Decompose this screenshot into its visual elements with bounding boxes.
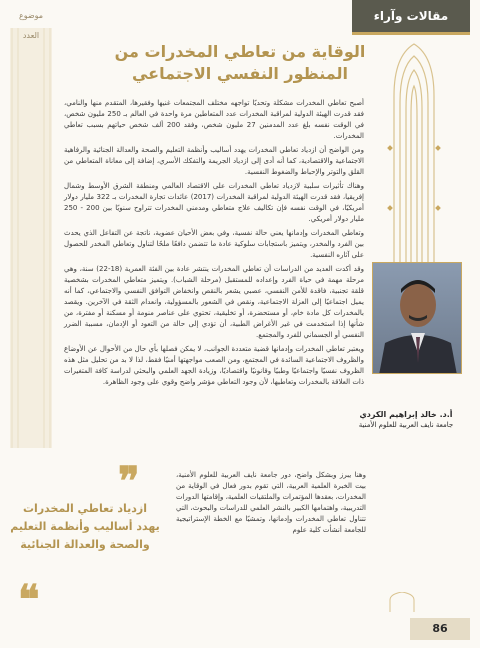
article-title-line2: المنظور النفسي الاجتماعي	[131, 64, 349, 83]
pullquote: ازدياد تعاطي المخدرات يهدد أساليب وأنظمة التعليم والصحة والعدالة الجنائية	[10, 502, 160, 551]
author-photo	[372, 262, 462, 374]
body-paragraph: وقد أكدت العديد من الدراسات أن تعاطي المخدرات ينتشر عادة بين الفئة العمرية (18-22) سنة، وهي مرحلة مهمة في حياة الفرد وإعداده للمستقبل (مرحلة الشباب). ويتميز متعاطي المخدرات بشخصية قلقة تجنبية، فاقدة للأمن النفسي، عصبي يشعر بالنقص وانخفاض التوافق النفسي والاجتماعي، كما أنه يميل اجتماعيًا إلى العزلة الاجتماعية، ونقص في الشعور بالمسؤولية، وانعدام الثقة في الآخرين. ويقصد بالمخدرات كل مادة خام، أو مستحضرة، أو تخليقية، تحتوي على عناصر منومة أو مسكنة أو مفترة، من شأنها إذا استخدمت في غير الأغراض الطبية، أن تؤدي إلى حالة من التعود أو الإدمان، مسببة الضرر النفسي أو الجسماني للفرد والمجتمع.	[64, 265, 365, 339]
left-decorative-stripe	[10, 28, 52, 448]
page-number: 86	[410, 618, 470, 640]
body-paragraph: أصبح تعاطي المخدرات مشكلة وتحديًا تواجهه مختلف المجتمعات غنيها وفقيرها، المتقدم منها والنامي، فقد قدرت الهيئة الدولية لمراقبة المخدرات عدد المتعاطين مرة واحدة في العالم بـ 250 مليون شخص، في الوقت نفسه بلغ عدد المدمنين 27 مليون شخص، وفقد 200 ألف شخص حياتهم بسبب تعاطي المخدرات.	[64, 99, 365, 140]
body-paragraph: ومن الواضح أن ازدياد تعاطي المخدرات يهدد أساليب وأنظمة التعليم والصحة والعدالة الجنائية والرفاهية الاجتماعية والاقتصادية، كما أنه أدى إلى ازدياد الجريمة والتفكك الأسري، إضافة إلى معاناة المتعاطي من القلق والتوتر والإحباط والضغوط النفسية.	[64, 146, 364, 176]
article-title-line1: الوقاية من تعاطي المخدرات من	[114, 42, 366, 61]
quote-close-icon: ❝	[18, 576, 40, 623]
bottom-ornament-icon	[388, 592, 416, 612]
body-paragraph: ويعتبر تعاطي المخدرات وإدمانها قضية متعددة الجوانب، لا يمكن فصلها بأي حال من الأحوال عن الأوضاع والظروف الاجتماعية السائدة في المجتمع، ومن الصعب مواجهتها أمنيًا فقط، لذا لا بد من تحليل مثل هذه الظروف نفسيًا واجتماعيًا وطبيًا وقانونيًا واقتصاديًا، وزيادة الجهد العلمي والبحثي لدراسة كافة المتغيرات ذات العلاقة بالمخدرات وتعاطيها، لأن وجود التعاطي مؤشر واضح وقوي على وجود الظاهرة.	[64, 345, 364, 386]
author-caption	[346, 410, 466, 429]
author-portrait-icon	[373, 263, 462, 374]
body-paragraph: وهناك تأثيرات سلبية لازدياد تعاطي المخدرات على الاقتصاد العالمي ومنطقة الشرق الأوسط وشمال إفريقيا، فقد قدرت الهيئة الدولية لمراقبة المخدرات (2017) عائدات تجارة المخدرات بـ 322 مليار دولار أمريكيًا، في الوقت نفسه فإن تكاليف علاج متعاطي ومدمني المخدرات تتراوح سنويًا بين 200 - 250 مليار دولار أمريكي.	[64, 182, 364, 223]
article-body-continued: وهنا يبرز وبشكل واضح، دور جامعة نايف العربية للعلوم الأمنية، بيت الخبرة العلمية العربية، التي تقوم بدور فعال في الوقاية من المخدرات، بعقدها المؤتمرات والملتقيات العلمية، وإقامتها الدورات التدريبية، واهتمامها الكبير بالنشر العلمي للدراسات والبحوث، التي تتناول تعاطي المخدرات وإدمانها، وتمشيًا مع الخطة الإستراتيجية للجامعة أنشأت كلية علوم	[176, 471, 366, 534]
section-tab: مقالات وآراء	[352, 0, 470, 32]
author-affiliation: جامعة نايف العربية للعلوم الأمنية	[358, 421, 454, 429]
body-paragraph: وتعاطي المخدرات وإدمانها يعني حالة نفسية، وفي بعض الأحيان عضوية، ناتجة عن التفاعل الذي يحدث بين الفرد والمخدر، ويتميز باستجابات سلوكية عادة ما تتضمن دافعًا ملحًا لتناول وتعاطي المخدر للحصول على آثاره النفسية.	[64, 229, 364, 259]
quote-open-icon: ❞	[118, 458, 140, 505]
article-body	[64, 98, 364, 391]
section-side-label: موضوع العدد	[18, 11, 44, 40]
author-name: أ.د. خالد إبراهيم الكردي	[359, 410, 453, 419]
